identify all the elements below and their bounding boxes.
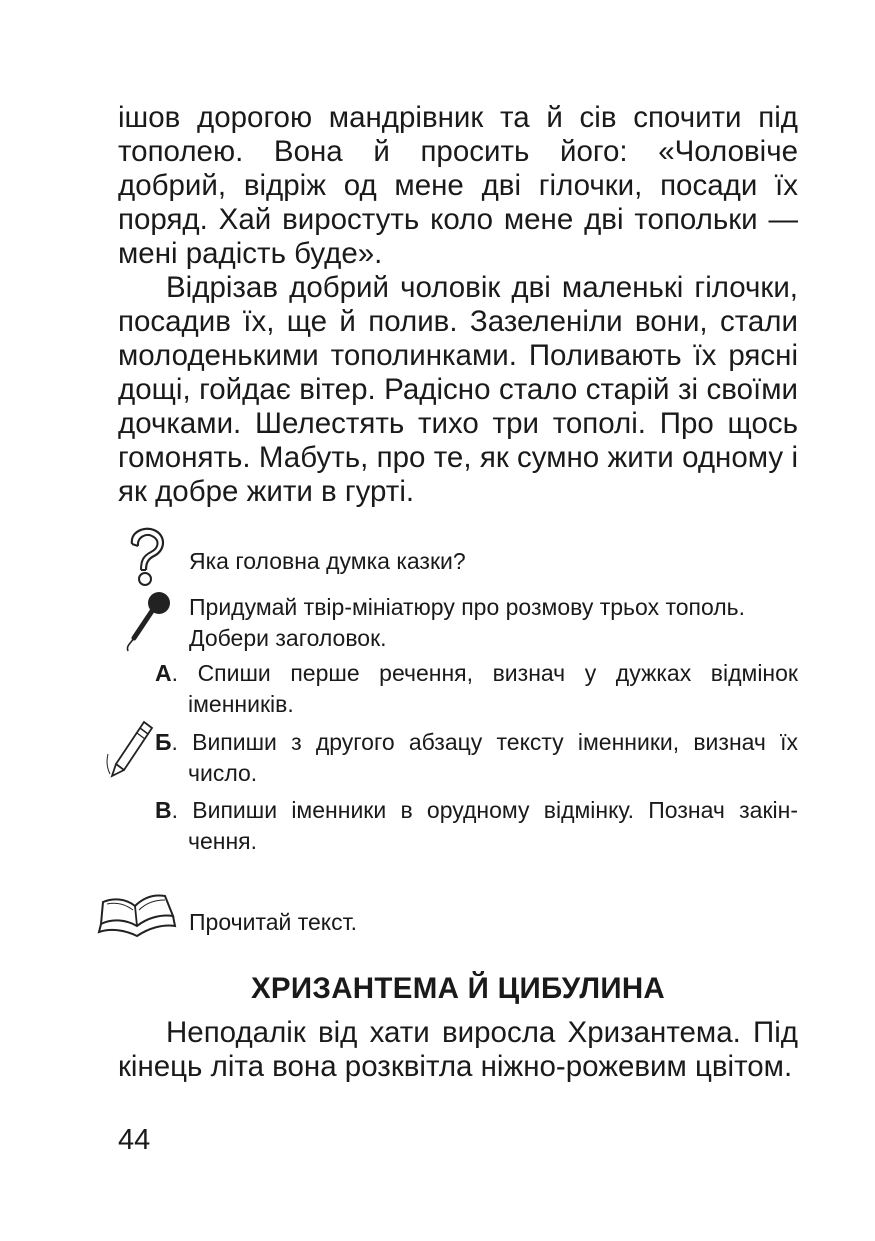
task-b-text-2: число. <box>188 760 258 786</box>
compose-task-line-2: Добери заголовок. <box>189 625 387 651</box>
task-a-letter: А <box>155 660 172 686</box>
story-paragraph-2: Відрізав добрий чоловік дві маленькі гілочки, посадив їх, ще й полив. Зазеленіли вони, стали молоденькими тополинками. Поливають їх рясні дощі, гойдає вітер. Радісно стало старій зі своїми дочками. Шелестять тихо три тополі. Про щось гомонять. Мабуть, про те, як сумно жити одному і як добре жити в гурті. <box>118 271 798 508</box>
pen-icon <box>104 718 156 780</box>
task-a-text-2: іменників. <box>188 691 294 717</box>
task-a <box>155 658 798 720</box>
open-book-icon <box>95 890 177 942</box>
task-b-letter: Б <box>155 729 172 755</box>
second-story-paragraph-1: Неподалік від хати виросла Хризантема. Під кінець літа вона розквітла ніжно-рожевим цвітом. <box>118 1016 798 1083</box>
microphone-icon <box>122 588 174 654</box>
question-text: Яка головна думка казки? <box>189 548 466 574</box>
task-v-text-2: чення. <box>188 828 258 854</box>
story-title: ХРИЗАНТЕМА Й ЦИБУЛИНА <box>250 972 666 1005</box>
task-v-letter: В <box>155 797 172 823</box>
story-paragraph-1: ішов дорогою мандрівник та й сів спочити під тополею. Вона й просить його: «Чоловіче добрий, відріж од мене дві гілочки, посади їх поряд. Хай виростуть коло мене дві топольки — мені радість буде». <box>118 101 798 270</box>
task-a-text: . Спиши перше речення, визнач у дужках відмінок <box>171 660 798 686</box>
compose-task <box>189 592 745 654</box>
task-b <box>155 727 798 789</box>
second-story-text <box>118 1016 798 1084</box>
story-text <box>118 101 798 509</box>
read-instruction: Прочитай текст. <box>189 909 358 935</box>
question-mark-icon <box>124 526 170 588</box>
task-v-text: . Випиши іменники в орудному відмінку. Познач закін- <box>171 797 798 823</box>
task-b-text: . Випиши з другого абзацу тексту іменники, визнач їх <box>171 729 798 755</box>
compose-task-line-1: Придумай твір-мініатюру про розмову трьох тополь. <box>189 594 746 620</box>
page-number: 44 <box>118 1124 151 1156</box>
task-v <box>155 795 798 857</box>
